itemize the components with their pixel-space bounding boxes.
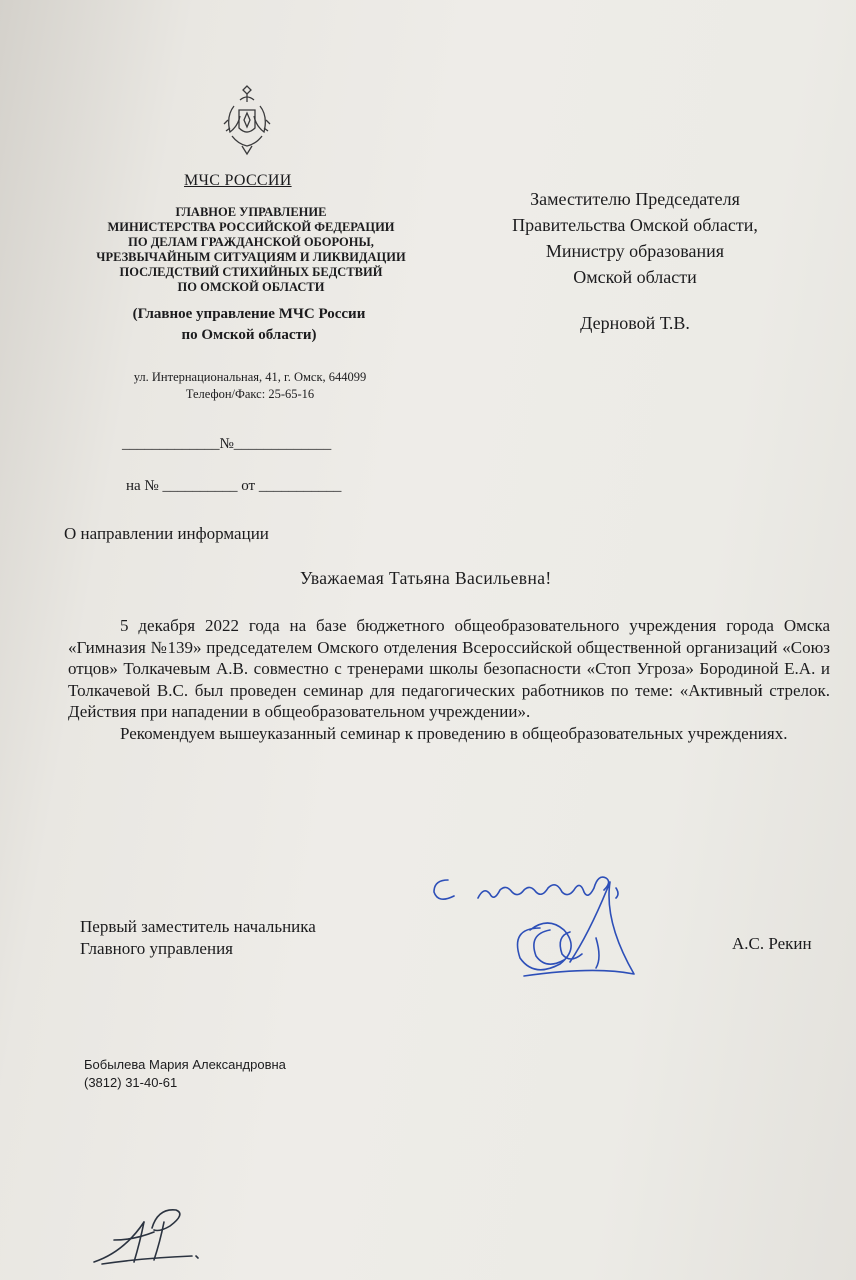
handwritten-signature — [420, 868, 650, 988]
org-full-line: ПО ОМСКОЙ ОБЛАСТИ — [177, 280, 325, 294]
letter-greeting: Уважаемая Татьяна Васильевна! — [300, 568, 552, 588]
executor-info — [84, 1056, 286, 1092]
addressee-name: Дерновой Т.В. — [580, 313, 690, 333]
org-contacts — [100, 369, 400, 403]
org-full-name — [70, 205, 432, 295]
addressee-line: Министру образования — [545, 241, 725, 261]
org-full-line: МИНИСТЕРСТВА РОССИЙСКОЙ ФЕДЕРАЦИИ — [107, 220, 395, 234]
signer-position — [80, 916, 316, 960]
org-short-line: по Омской области) — [181, 327, 317, 343]
org-name: МЧС РОССИИ — [184, 172, 292, 189]
addressee-line: Заместителю Председателя — [530, 189, 740, 209]
reference-number-line: на № __________ от ___________ — [126, 478, 342, 494]
org-full-line: ЧРЕЗВЫЧАЙНЫМ СИТУАЦИЯМ И ЛИКВИДАЦИИ — [96, 250, 406, 264]
letter-body — [68, 615, 830, 744]
signer-position-line: Главного управления — [80, 939, 233, 958]
org-full-line: ПО ДЕЛАМ ГРАЖДАНСКОЙ ОБОРОНЫ, — [128, 235, 374, 249]
addressee-line: Омской области — [573, 267, 697, 287]
executor-phone: (3812) 31-40-61 — [84, 1075, 178, 1090]
addressee-block — [470, 186, 800, 336]
body-paragraph: Рекомендуем вышеуказанный семинар к проведению в общеобразовательных учреждениях. — [120, 723, 788, 743]
signer-position-line: Первый заместитель начальника — [80, 917, 316, 936]
org-short-name — [94, 304, 404, 346]
addressee-line: Правительства Омской области, — [512, 215, 758, 235]
mchs-emblem-icon — [222, 80, 272, 160]
org-address: ул. Интернациональная, 41, г. Омск, 644099 — [133, 370, 367, 384]
signer-name: А.С. Рекин — [732, 934, 812, 953]
org-short-line: (Главное управление МЧС России — [132, 306, 366, 322]
handwritten-initials — [84, 1200, 234, 1270]
letter-subject: О направлении информации — [64, 524, 269, 543]
executor-name: Бобылева Мария Александровна — [84, 1057, 286, 1072]
org-phone: Телефон/Факс: 25-65-16 — [185, 387, 315, 401]
org-full-line: ПОСЛЕДСТВИЙ СТИХИЙНЫХ БЕДСТВИЙ — [119, 265, 383, 279]
org-full-line: ГЛАВНОЕ УПРАВЛЕНИЕ — [175, 205, 327, 219]
body-paragraph: 5 декабря 2022 года на базе бюджетного общеобразовательного учреждения города Омска «Гимназия №139» председателем Омского отделения Всероссийской общественной организаций «Союз отцов» Толкачевым А.В. совместно с тренерами школы безопасности «Стоп Угроза» Бородиной Е.А. и Толкачевой В.С. был проведен семинар для педагогических работников по теме: «Активный стрелок. Действия при нападении в общеобразовательном учреждении». — [68, 616, 830, 721]
registration-number-line: _____________№_____________ — [122, 436, 332, 452]
